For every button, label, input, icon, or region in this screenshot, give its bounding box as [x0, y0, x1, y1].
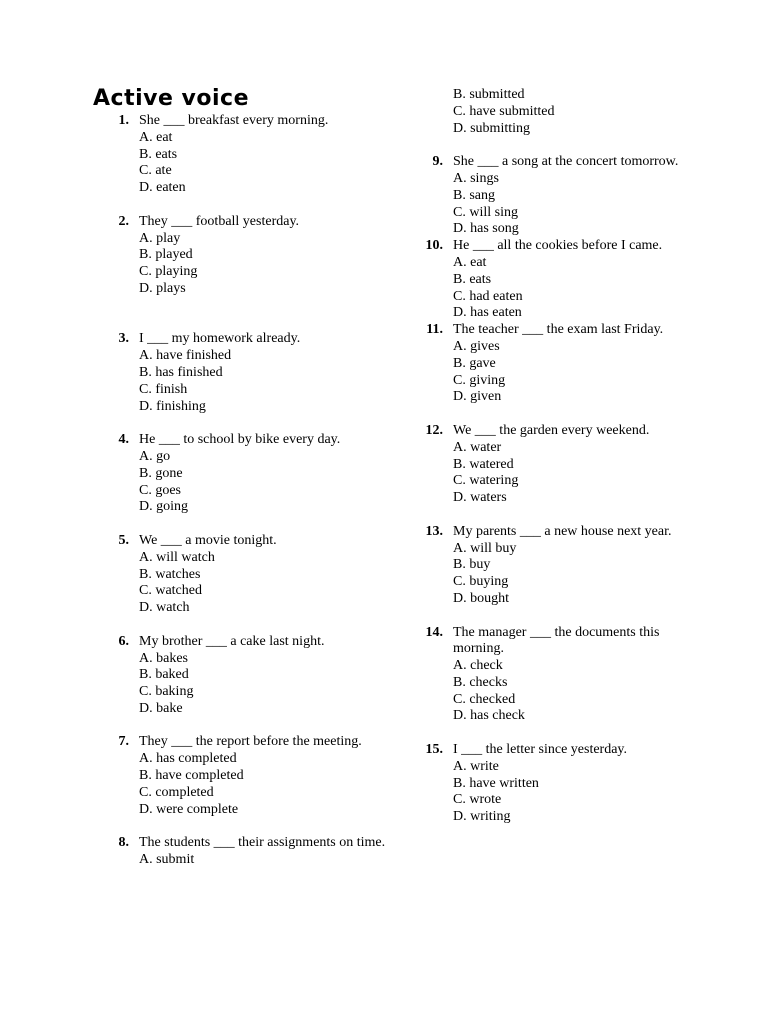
answer-option: A. eat [139, 129, 173, 145]
question-number: 8. [118, 835, 129, 851]
question-number: 11. [426, 322, 443, 338]
answer-option: C. completed [139, 784, 214, 800]
question-item [93, 634, 393, 718]
answer-option: D. going [139, 499, 188, 515]
answer-option: C. wrote [453, 792, 502, 808]
answer-option: B. has finished [139, 364, 223, 380]
answer-option: B. gone [139, 465, 183, 481]
answer-option: B. baked [139, 667, 189, 683]
question-item [93, 331, 393, 415]
answer-option: B. played [139, 247, 193, 263]
question-number: 15. [425, 742, 443, 758]
answer-option: D. bought [453, 590, 509, 606]
answer-option: A. go [139, 448, 171, 464]
answer-option: D. were complete [139, 801, 239, 817]
question-number: 4. [118, 432, 129, 448]
answer-option: D. bake [139, 700, 183, 716]
answer-option: A. write [453, 758, 499, 774]
question-text: He ___ all the cookies before I came. [453, 238, 663, 254]
answer-option: D. waters [453, 490, 507, 506]
answer-option: C. baking [139, 684, 194, 700]
answer-option: A. have finished [139, 348, 232, 364]
question-text: We ___ a movie tonight. [139, 532, 277, 548]
answer-option: A. eat [453, 254, 487, 270]
answer-option: C. finish [139, 381, 188, 397]
question-number: 12. [425, 422, 443, 438]
question-item [93, 734, 393, 818]
answer-option: D. submitting [453, 120, 531, 136]
question-item [93, 533, 393, 617]
answer-option: B. watches [139, 566, 201, 582]
answer-option: A. water [453, 439, 502, 455]
question-item [407, 322, 707, 406]
answer-option: B. eats [453, 271, 492, 287]
answer-option: D. has eaten [453, 305, 522, 321]
question-number: 2. [118, 213, 129, 229]
answer-option: D. has song [453, 221, 519, 237]
answer-option: A. bakes [139, 650, 188, 666]
question-text: My parents ___ a new house next year. [453, 523, 672, 539]
answer-option: B. sang [453, 187, 495, 203]
question-item [93, 113, 393, 197]
answer-option: C. ate [139, 163, 172, 179]
question-item [93, 214, 393, 298]
answer-option: C. giving [453, 372, 506, 388]
question-item [407, 238, 707, 322]
answer-option: D. finishing [139, 398, 206, 414]
answer-option: B. buy [453, 557, 491, 573]
answer-option: D. given [453, 389, 502, 405]
answer-option: B. watered [453, 456, 514, 472]
answer-option: B. checks [453, 674, 508, 690]
answer-option: C. goes [139, 482, 181, 498]
question-text: I ___ the letter since yesterday. [453, 742, 628, 758]
question-item [407, 625, 707, 726]
question-number: 6. [118, 633, 129, 649]
answer-option: C. had eaten [453, 288, 523, 304]
question-number: 14. [425, 624, 443, 640]
question-text: The students ___ their assignments on time. [139, 835, 386, 851]
question-text: The manager ___ the documents this morning. [453, 624, 660, 657]
answer-option: A. sings [453, 170, 499, 186]
question-number: 1. [118, 113, 129, 128]
answer-option: D. watch [139, 600, 190, 616]
question-number: 13. [425, 523, 443, 539]
answer-option: B. gave [453, 355, 496, 371]
question-number: 9. [432, 154, 443, 170]
answer-option: B. submitted [453, 87, 525, 102]
question-text: They ___ football yesterday. [139, 213, 300, 229]
right-column [407, 87, 707, 826]
answer-option: C. watering [453, 473, 519, 489]
question-text: The teacher ___ the exam last Friday. [453, 322, 664, 338]
question-text: We ___ the garden every weekend. [453, 422, 650, 438]
question-item [407, 154, 707, 238]
answer-option: B. eats [139, 146, 178, 162]
answer-option: C. checked [453, 691, 516, 707]
question-text: He ___ to school by bike every day. [139, 432, 341, 448]
question-text: She ___ breakfast every morning. [139, 113, 329, 128]
question-number: 3. [118, 331, 129, 347]
left-column [93, 113, 393, 869]
question-continuation [407, 87, 707, 137]
answer-option: A. will buy [453, 540, 517, 556]
question-text: I ___ my homework already. [139, 331, 301, 347]
answer-option: D. eaten [139, 180, 186, 196]
answer-option: C. have submitted [453, 103, 555, 119]
answer-option: D. writing [453, 809, 511, 825]
answer-option: D. has check [453, 708, 525, 724]
answer-option: D. plays [139, 280, 186, 296]
question-item [407, 524, 707, 608]
answer-option: A. submit [139, 852, 195, 868]
question-item [407, 423, 707, 507]
answer-option: C. playing [139, 264, 198, 280]
answer-option: B. have written [453, 775, 539, 791]
answer-option: C. buying [453, 574, 509, 590]
question-item [407, 742, 707, 826]
question-item [93, 835, 393, 869]
answer-option: A. will watch [139, 549, 215, 565]
answer-option: B. have completed [139, 768, 244, 784]
answer-option: A. gives [453, 338, 500, 354]
page-title: Active voice [93, 86, 250, 111]
question-text: They ___ the report before the meeting. [139, 734, 362, 750]
answer-option: A. has completed [139, 751, 237, 767]
answer-option: C. will sing [453, 204, 518, 220]
question-item [93, 432, 393, 516]
question-number: 7. [118, 734, 129, 750]
question-text: My brother ___ a cake last night. [139, 633, 325, 649]
question-number: 5. [118, 532, 129, 548]
question-text: She ___ a song at the concert tomorrow. [453, 154, 679, 170]
answer-option: A. play [139, 230, 181, 246]
answer-option: A. check [453, 658, 503, 674]
answer-option: C. watched [139, 583, 202, 599]
question-number: 10. [425, 238, 443, 254]
